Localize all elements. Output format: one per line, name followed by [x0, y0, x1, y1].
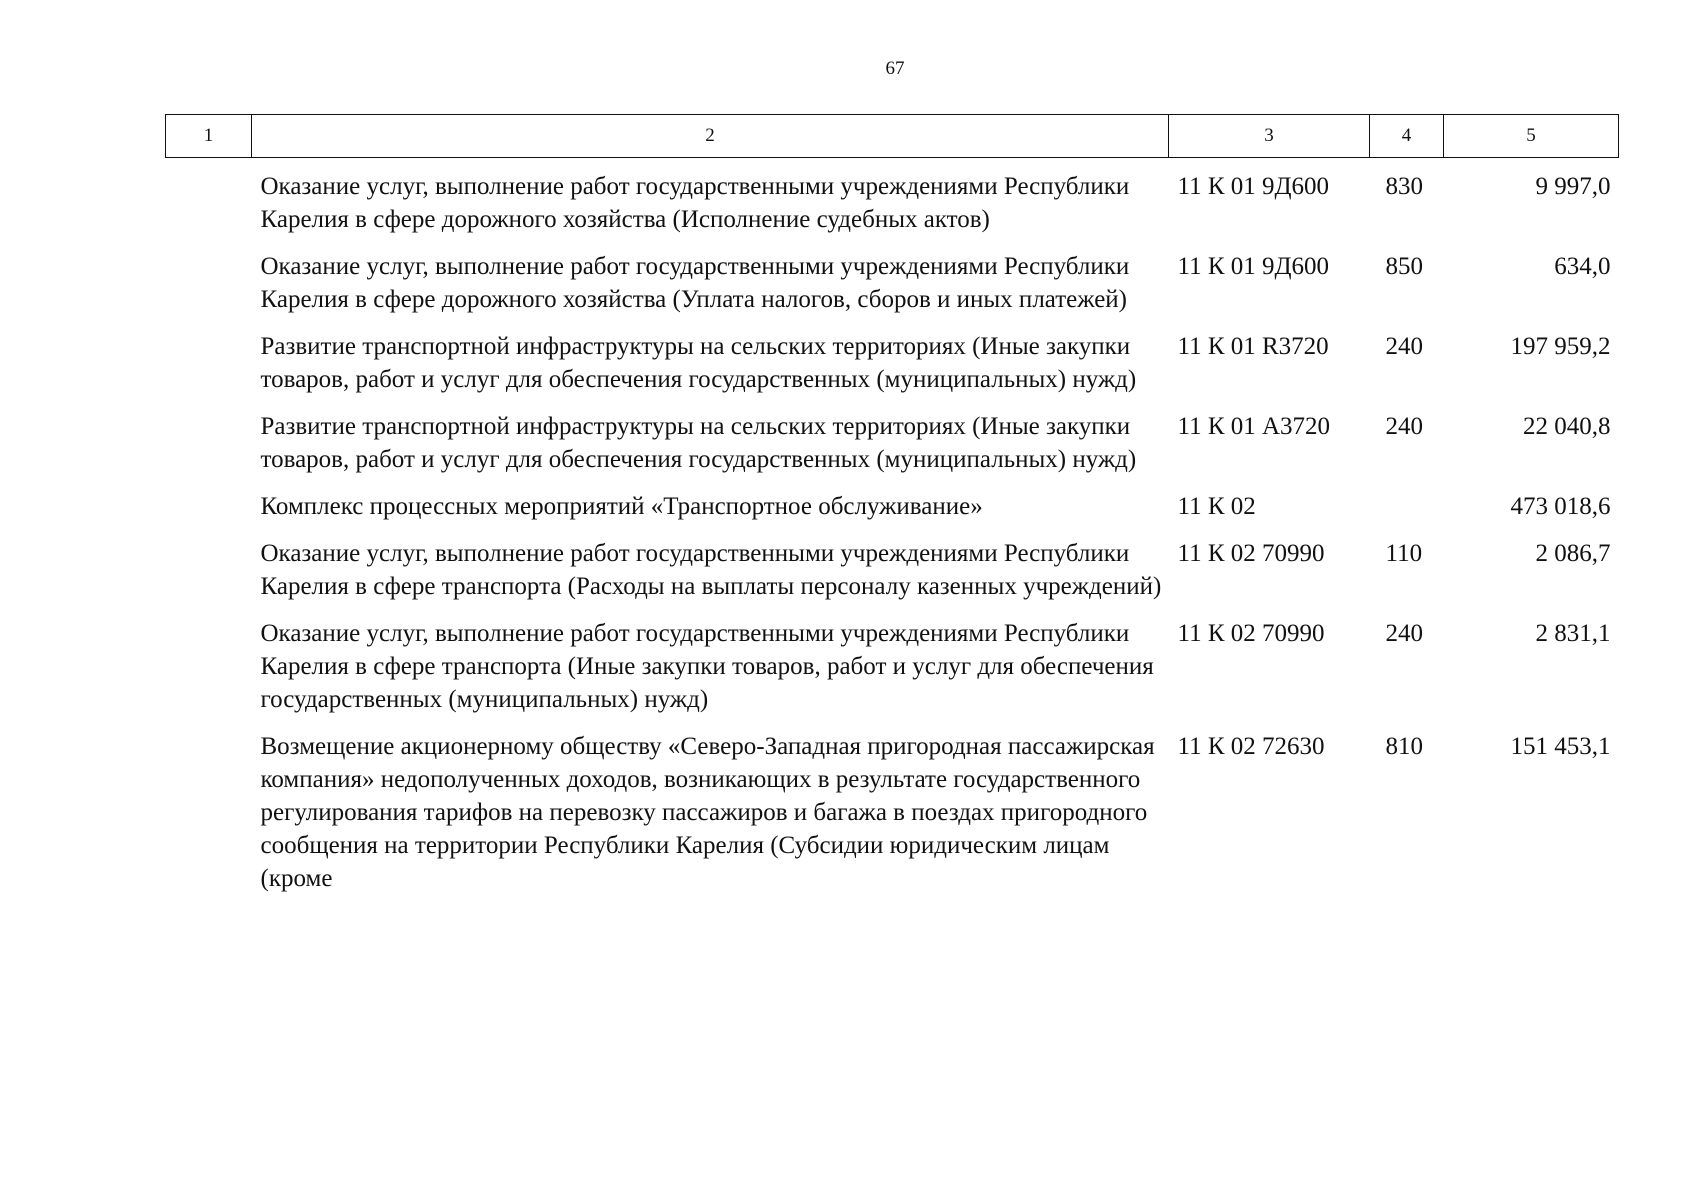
column-header-2: 2: [252, 115, 1169, 158]
table-row: [166, 236, 1619, 316]
amount: 473 018,6: [1510, 493, 1611, 520]
amount: 2 831,1: [1535, 620, 1611, 647]
item-name: Возмещение акционерному обществу «Северо-Западная пригородная пассажирская компания» недополученных доходов, возникающих в результате государственного регулирования тарифов на перевозку пассажиров и багажа в поездах пригородного сообщения на территории Республики Карелия (Субсидии юридическим лицам (кроме: [260, 733, 1155, 892]
target-article-code: 11 К 02 72630: [1177, 733, 1325, 760]
table-row: [166, 603, 1619, 716]
item-name: Оказание услуг, выполнение работ государственными учреждениями Республики Карелия в сфере транспорта (Иные закупки товаров, работ и услуг для обеспечения государственных (муниципальных) нужд): [260, 620, 1154, 713]
expense-type-code: [1370, 476, 1444, 523]
table-row: [166, 476, 1619, 523]
amount: 22 040,8: [1523, 413, 1611, 440]
table-row: [166, 396, 1619, 476]
budget-table: [165, 114, 1619, 895]
row-number-cell: [166, 158, 252, 237]
target-article-code: 11 К 01 9Д600: [1177, 173, 1330, 200]
amount: 9 997,0: [1535, 173, 1611, 200]
amount: 197 959,2: [1510, 333, 1611, 360]
target-article-code: 11 К 02 70990: [1177, 540, 1325, 567]
expense-type-code: 830: [1385, 173, 1423, 200]
row-number-cell: [166, 236, 252, 316]
table-row: [166, 523, 1619, 603]
table-row: [166, 716, 1619, 895]
table-body: [166, 158, 1619, 896]
column-header-3: 3: [1169, 115, 1370, 158]
table-row: [166, 158, 1619, 237]
expense-type-code: 240: [1385, 413, 1423, 440]
row-number-cell: [166, 396, 252, 476]
expense-type-code: 240: [1385, 620, 1423, 647]
row-number-cell: [166, 603, 252, 716]
target-article-code: 11 К 02: [1177, 493, 1256, 520]
target-article-code: 11 К 01 А3720: [1177, 413, 1331, 440]
expense-type-code: 110: [1385, 540, 1423, 567]
amount: 151 453,1: [1510, 733, 1611, 760]
table-header: [166, 115, 1619, 158]
page-number: 67: [885, 58, 905, 79]
amount: 2 086,7: [1535, 540, 1611, 567]
item-name: Оказание услуг, выполнение работ государственными учреждениями Республики Карелия в сфере транспорта (Расходы на выплаты персоналу казенных учреждений): [260, 540, 1162, 600]
column-header-5: 5: [1444, 115, 1619, 158]
expense-type-code: 810: [1385, 733, 1423, 760]
item-name: Оказание услуг, выполнение работ государственными учреждениями Республики Карелия в сфере дорожного хозяйства (Исполнение судебных актов): [260, 173, 1130, 233]
expense-type-code: 850: [1385, 253, 1423, 280]
amount: 634,0: [1554, 253, 1611, 280]
target-article-code: 11 К 01 R3720: [1177, 333, 1329, 360]
header-row: [166, 115, 1619, 158]
row-number-cell: [166, 476, 252, 523]
column-header-4: 4: [1370, 115, 1444, 158]
row-number-cell: [166, 523, 252, 603]
item-name: Оказание услуг, выполнение работ государственными учреждениями Республики Карелия в сфере дорожного хозяйства (Уплата налогов, сборов и иных платежей): [260, 253, 1130, 313]
row-number-cell: [166, 716, 252, 895]
target-article-code: 11 К 02 70990: [1177, 620, 1325, 647]
item-name: Развитие транспортной инфраструктуры на сельских территориях (Иные закупки товаров, работ и услуг для обеспечения государственных (муниципальных) нужд): [260, 413, 1137, 473]
target-article-code: 11 К 01 9Д600: [1177, 253, 1330, 280]
item-name: Комплекс процессных мероприятий «Транспортное обслуживание»: [260, 493, 983, 520]
column-header-1: 1: [166, 115, 252, 158]
row-number-cell: [166, 316, 252, 396]
item-name: Развитие транспортной инфраструктуры на сельских территориях (Иные закупки товаров, работ и услуг для обеспечения государственных (муниципальных) нужд): [260, 333, 1137, 393]
table-row: [166, 316, 1619, 396]
expense-type-code: 240: [1385, 333, 1423, 360]
